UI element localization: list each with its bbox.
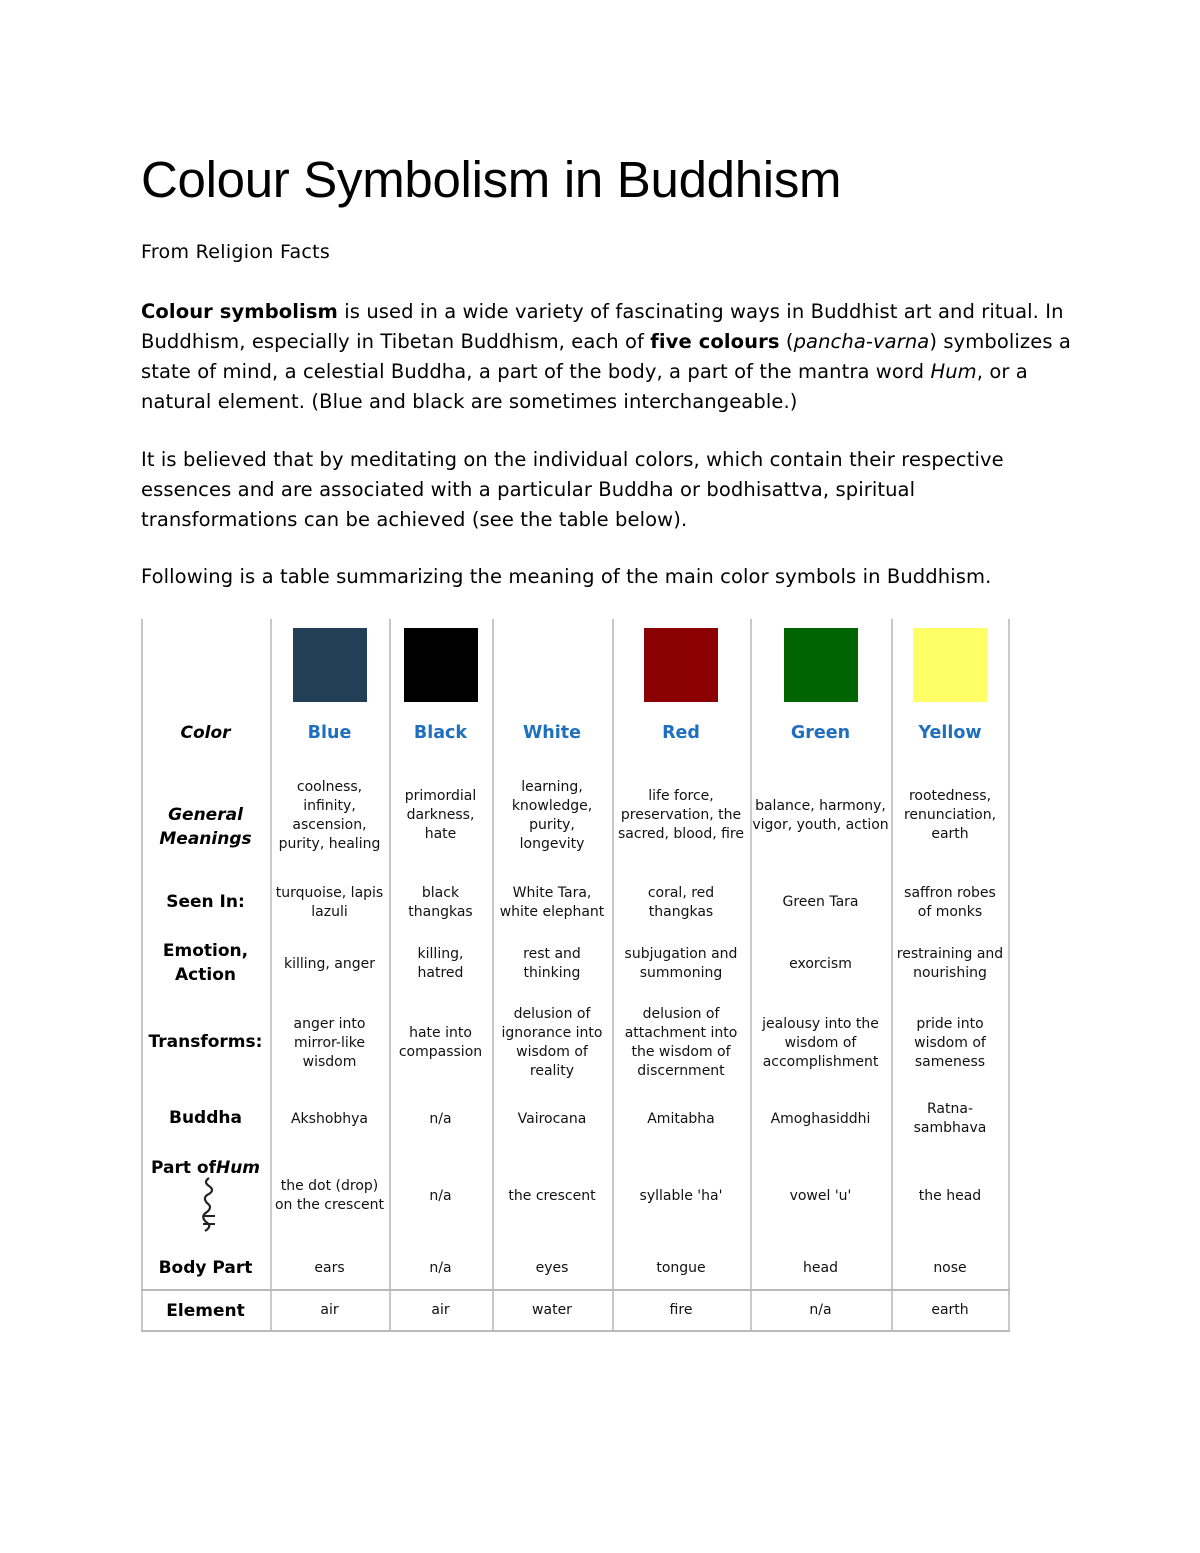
table-intro-paragraph: Following is a table summarizing the meaning of the main color symbols in Buddhism. [141,565,992,588]
cell-body-white: eyes [535,1259,569,1276]
row-label-general-meanings: General Meanings [159,804,252,849]
hum-syllable-icon [199,1176,219,1236]
five-colours-term: five colours [650,330,780,353]
cell-hum-yellow: the head [918,1187,982,1204]
hum-term: Hum [930,360,977,383]
cell-body-blue: ears [314,1259,345,1276]
row-label-part-of-hum: Part of Hum [150,1158,261,1178]
colour-symbolism-term: Colour symbolism [141,300,338,323]
cell-element-green: n/a [809,1301,832,1318]
cell-buddha-green: Amoghasiddhi [770,1110,871,1127]
cell-transforms-blue: anger into mirror-like wisdom [293,1015,366,1070]
cell-seen-yellow: saffron robes of monks [904,884,996,920]
cell-general-black: primordial darkness, hate [404,788,477,842]
cell-emotion-green: exorcism [789,955,852,972]
pancha-varna-term: pancha-varna [793,330,930,353]
cell-seen-blue: turquoise, lapis lazuli [275,884,384,920]
intro-paragraph: Colour symbolism is used in a wide variety of fascinating ways in Buddhist art and ritual. In Buddhism, especially in Tibetan Buddhism, each of five colours (pancha-varna) symbolizes a state of mind, a celestial Buddha, a part of the body, a part of the mantra word Hum, or a natural element. (Blue and black are sometimes interchangeable.) [141,300,1071,413]
cell-emotion-blue: killing, anger [283,955,376,972]
colour-name-blue: Blue [307,722,352,743]
cell-transforms-green: jealousy into the wisdom of accomplishment [762,1015,879,1070]
table-column-border [141,619,143,1332]
cell-general-blue: coolness, infinity, ascension, purity, healing [278,778,381,852]
cell-seen-red: coral, red thangkas [647,884,715,920]
colour-name-white: White [523,722,581,743]
cell-general-yellow: rootedness, renunciation, earth [903,788,997,842]
cell-body-red: tongue [656,1259,706,1276]
cell-seen-white: White Tara, white elephant [499,884,605,920]
cell-buddha-black: n/a [429,1110,452,1127]
cell-buddha-red: Amitabha [647,1110,715,1127]
cell-body-yellow: nose [933,1259,967,1276]
cell-body-green: head [803,1259,838,1276]
colour-name-green: Green [790,722,851,743]
colour-swatch-blue [293,628,367,702]
colour-table [141,619,1011,1332]
meditation-paragraph: It is believed that by meditating on the individual colors, which contain their respective essences and are associated with a particular Buddha or bodhisattva, spiritual transformations can be achieved (see the table below). [141,448,1004,531]
row-label-element: Element [166,1301,245,1321]
row-label-buddha: Buddha [169,1108,242,1128]
page-title: Colour Symbolism in Buddhism [141,151,842,208]
cell-emotion-white: rest and thinking [523,946,581,981]
cell-element-black: air [431,1301,450,1318]
cell-hum-green: vowel 'u' [789,1187,852,1204]
row-label-seen-in: Seen In: [166,891,245,912]
cell-general-red: life force, preservation, the sacred, blood, fire [618,788,744,842]
cell-transforms-red: delusion of attachment into the wisdom of discernment [624,1006,738,1079]
cell-general-white: learning, knowledge, purity, longevity [511,778,593,852]
cell-emotion-red: subjugation and summoning [624,946,738,981]
cell-general-green: balance, harmony, vigor, youth, action [752,797,889,833]
cell-buddha-white: Vairocana [517,1110,587,1127]
colour-swatch-green [784,628,858,702]
cell-transforms-yellow: pride into wisdom of sameness [914,1015,986,1070]
cell-transforms-white: delusion of ignorance into wisdom of reality [501,1006,603,1079]
cell-transforms-black: hate into compassion [398,1025,483,1060]
colour-name-red: Red [662,722,700,743]
cell-seen-green: Green Tara [782,894,859,910]
row-label-color: Color [180,722,231,743]
row-label-emotion-action: Emotion, Action [162,941,249,985]
cell-buddha-blue: Akshobhya [290,1110,369,1127]
cell-element-blue: air [320,1301,339,1318]
cell-emotion-black: killing, hatred [417,946,464,981]
source-line: From Religion Facts [141,241,331,263]
cell-buddha-yellow: Ratna- sambhava [913,1101,987,1136]
cell-hum-white: the crescent [508,1187,596,1204]
cell-hum-red: syllable 'ha' [639,1187,723,1204]
row-label-transforms: Transforms: [148,1032,263,1052]
cell-hum-blue: the dot (drop) on the crescent [274,1178,385,1213]
colour-swatch-black [404,628,478,702]
colour-swatch-yellow [913,628,987,702]
cell-element-red: fire [669,1301,693,1318]
cell-body-black: n/a [429,1259,452,1276]
cell-emotion-yellow: restraining and nourishing [896,946,1004,981]
colour-name-yellow: Yellow [918,722,982,743]
colour-swatch-red [644,628,718,702]
cell-element-yellow: earth [931,1301,969,1318]
row-label-body-part: Body Part [158,1258,253,1278]
cell-hum-black: n/a [429,1187,452,1204]
cell-seen-black: black thangkas [408,884,473,920]
cell-element-white: water [532,1301,572,1318]
colour-swatch-white [515,628,589,702]
colour-name-black: Black [413,722,468,743]
